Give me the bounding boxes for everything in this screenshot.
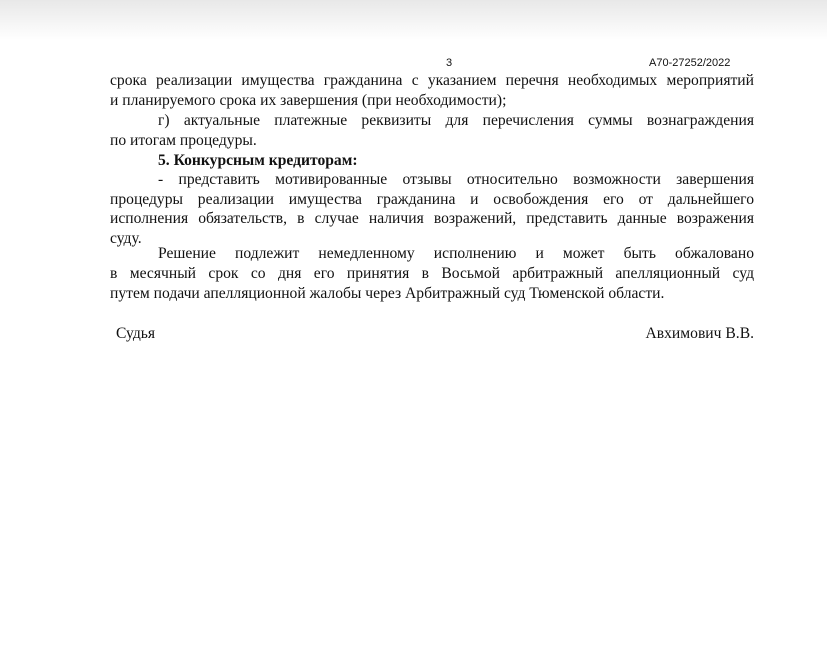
case-number: А70-27252/2022: [649, 57, 731, 69]
body-line: исполнения обязательств, в случае наличия возражений, представить данные возражения: [110, 210, 754, 227]
body-line: и планируемого срока их завершения (при необходимости);: [110, 92, 507, 109]
body-line: в месячный срок со дня его принятия в Восьмой арбитражный апелляционный суд: [110, 265, 754, 282]
signature-name: Авхимович В.В.: [645, 325, 754, 342]
body-line: срока реализации имущества гражданина с указанием перечня необходимых мероприятий: [110, 72, 754, 89]
section-heading: 5. Конкурсным кредиторам:: [158, 152, 358, 169]
body-line: путем подачи апелляционной жалобы через Арбитражный суд Тюменской области.: [110, 285, 665, 302]
body-line: по итогам процедуры.: [110, 132, 257, 149]
body-line: - представить мотивированные отзывы относительно возможности завершения: [158, 171, 754, 188]
body-line: суду.: [110, 230, 142, 247]
body-line: процедуры реализации имущества гражданина и освобождения его от дальнейшего: [110, 191, 754, 208]
signature-role: Судья: [116, 325, 156, 342]
body-line: г) актуальные платежные реквизиты для перечисления суммы вознаграждения: [158, 112, 754, 129]
page-top-shadow: [0, 0, 827, 40]
page-number: 3: [446, 57, 453, 69]
body-line: Решение подлежит немедленному исполнению и может быть обжаловано: [158, 245, 754, 262]
